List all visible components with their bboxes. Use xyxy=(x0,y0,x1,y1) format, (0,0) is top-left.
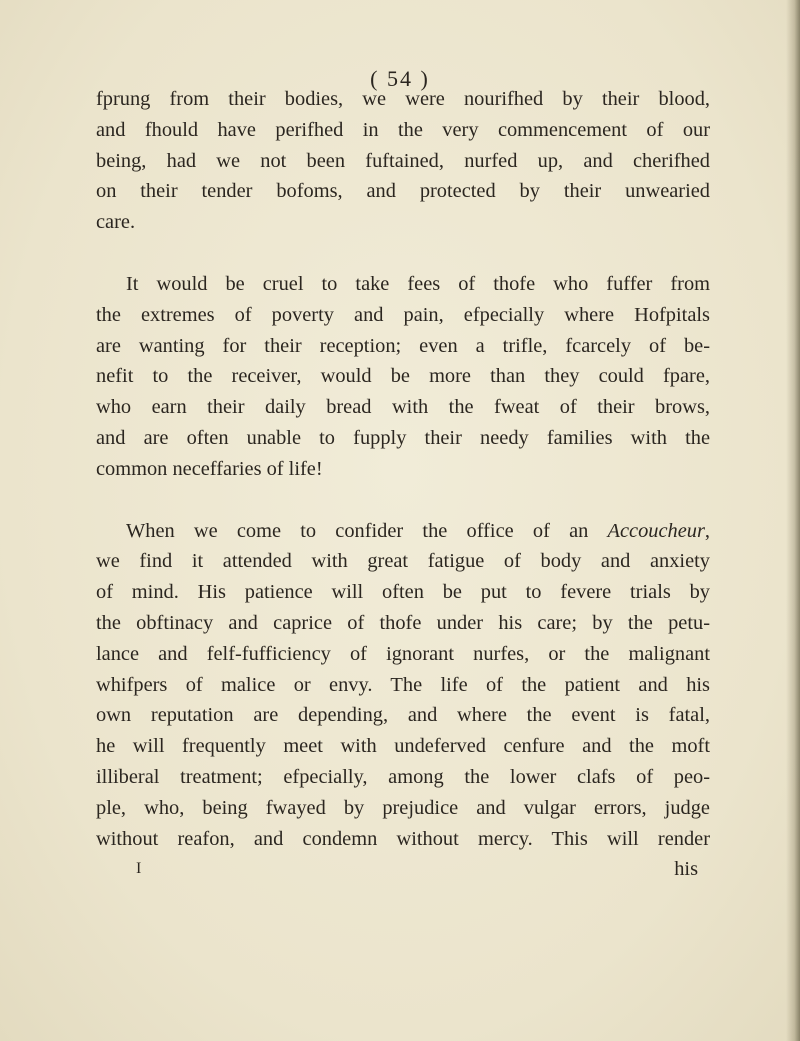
text-line: nefit to the receiver, would be more than they could fpare, xyxy=(96,365,710,388)
text-line: the extremes of poverty and pain, efpecially where Hofpitals xyxy=(96,303,710,326)
paragraph-3 xyxy=(96,516,710,855)
text-line xyxy=(96,516,710,547)
text-line: and are often unable to fupply their needy families with the xyxy=(96,426,710,449)
text-line: own reputation are depending, and where the event is fatal, xyxy=(96,704,710,727)
italic-term: Accoucheur xyxy=(607,519,705,542)
paragraph-1 xyxy=(96,84,710,238)
text-line: on their tender bofoms, and protected by their unwearied xyxy=(96,180,710,203)
paragraph-gap xyxy=(96,238,710,269)
text-line: illiberal treatment; efpecially, among the lower clafs of peo- xyxy=(96,765,710,788)
text-line: lance and felf-fufficiency of ignorant nurfes, or the malignant xyxy=(96,642,710,665)
signature-mark: I xyxy=(136,860,142,878)
text-segment: When we come to confider the office of an xyxy=(126,519,608,542)
text-line: common neceffaries of life! xyxy=(96,457,323,480)
paragraph-gap xyxy=(96,485,710,516)
text-line: care. xyxy=(96,211,136,234)
text-line: whifpers of malice or envy. The life of the patient and his xyxy=(96,673,710,696)
text-line: we find it attended with great fatigue of body and anxiety xyxy=(96,550,710,573)
paragraph-2 xyxy=(96,269,710,485)
text-line: ple, who, being fwayed by prejudice and vulgar errors, judge xyxy=(96,796,710,819)
text-line: who earn their daily bread with the fweat of their brows, xyxy=(96,396,710,419)
text-line: the obftinacy and caprice of thofe under his care; by the petu- xyxy=(96,611,710,634)
text-line: being, had we not been fuftained, nurfed up, and cherifhed xyxy=(96,149,710,172)
text-line: and fhould have perifhed in the very commencement of our xyxy=(96,118,710,141)
catchword: his xyxy=(674,858,698,881)
text-line: of mind. His patience will often be put to fevere trials by xyxy=(96,581,710,604)
body-text xyxy=(96,84,710,885)
page-number: ( 54 ) xyxy=(370,66,430,91)
text-segment: , xyxy=(704,519,710,542)
page-edge-shadow xyxy=(786,0,800,1041)
text-line: It would be cruel to take fees of thofe who fuffer from xyxy=(126,272,710,295)
text-line: without reafon, and condemn without mercy. This will render xyxy=(96,827,710,850)
text-line: are wanting for their reception; even a trifle, fcarcely of be- xyxy=(96,334,710,357)
page-footer xyxy=(96,854,710,885)
text-line: fprung from their bodies, we were nourifhed by their blood, xyxy=(96,88,710,110)
text-line: he will frequently meet with undeferved cenfure and the moft xyxy=(96,735,710,758)
